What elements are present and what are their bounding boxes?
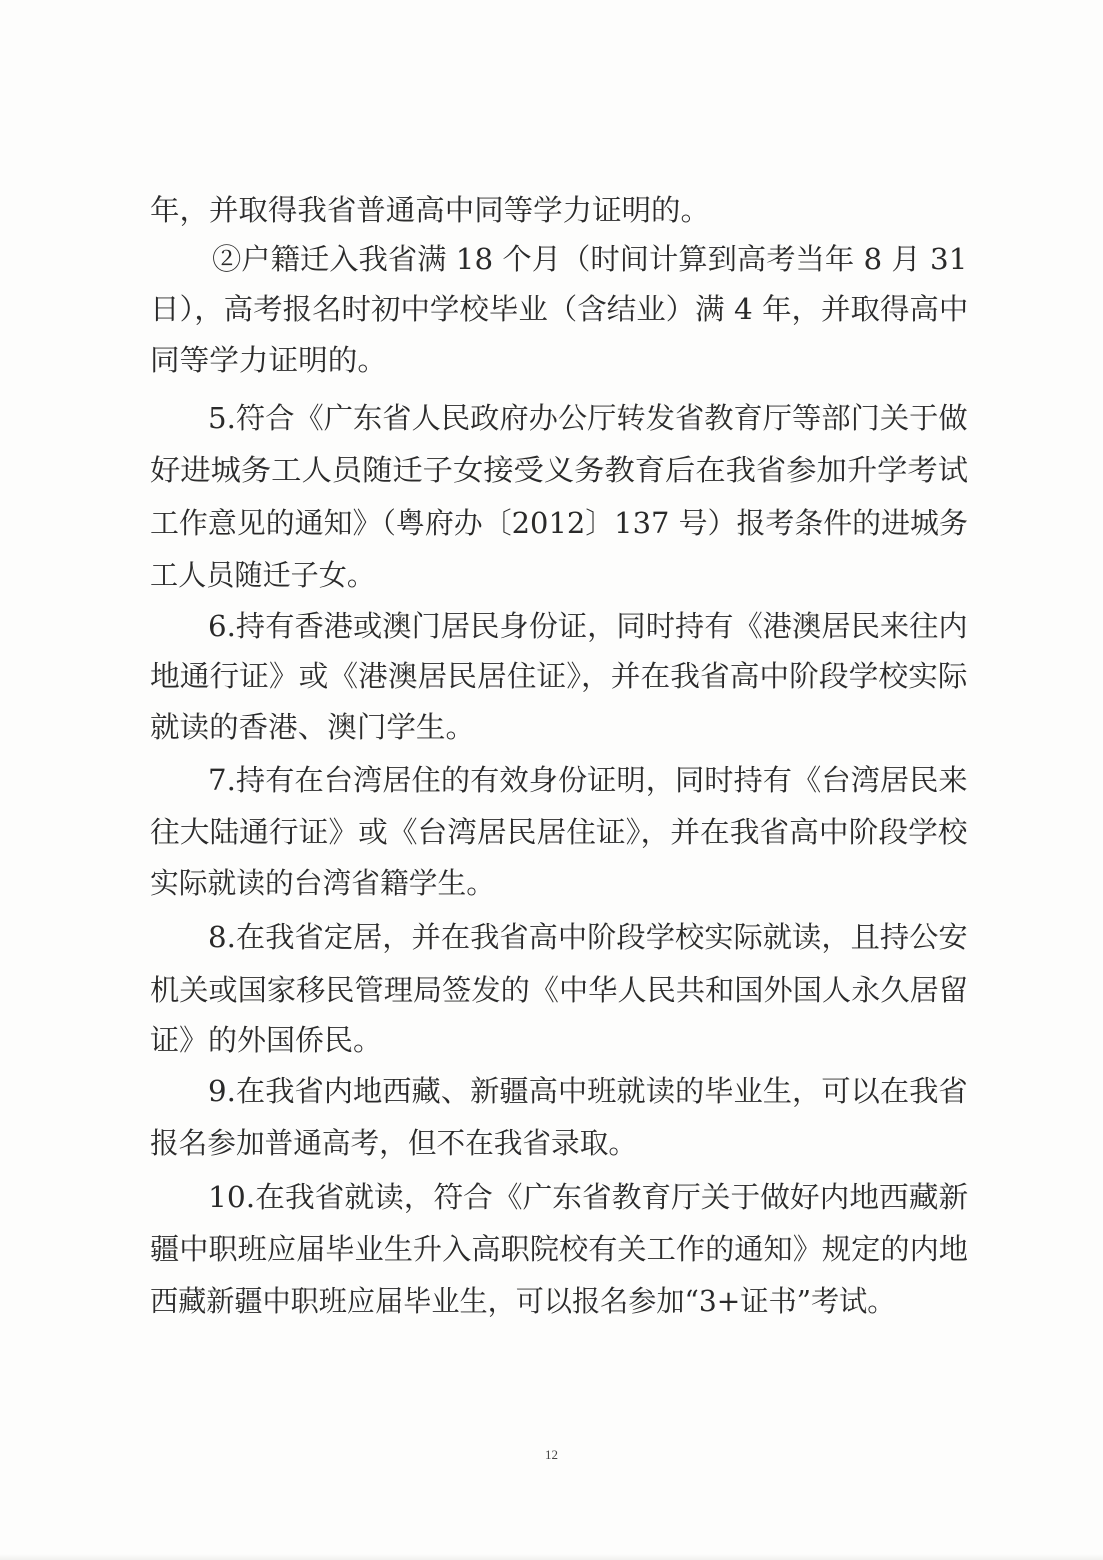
text-line: 西藏新疆中职班应届毕业生，可以报名参加“3+证书”考试。 (150, 1284, 896, 1318)
text-line: 就读的香港、澳门学生。 (150, 710, 476, 744)
text-line: 好进城务工人员随迁子女接受义务教育后在我省参加升学考试 (150, 453, 969, 487)
text-line: 地通行证》或《港澳居民居住证》，并在我省高中阶段学校实际 (150, 659, 968, 693)
text-line: 实际就读的台湾省籍学生。 (150, 866, 496, 900)
text-line: ②户籍迁入我省满 18 个月（时间计算到高考当年 8 月 31 (212, 242, 968, 276)
text-line: 往大陆通行证》或《台湾居民居住证》，并在我省高中阶段学校 (150, 815, 968, 849)
text-line: 同等学力证明的。 (150, 343, 388, 377)
text-line: 报名参加普通高考，但不在我省录取。 (150, 1126, 638, 1160)
text-line: 疆中职班应届毕业生升入高职院校有关工作的通知》规定的内地 (150, 1232, 969, 1266)
text-line: 日），高考报名时初中学校毕业（含结业）满 4 年，并取得高中 (150, 292, 969, 326)
text-line: 8.在我省定居，并在我省高中阶段学校实际就读，且持公安 (208, 920, 968, 954)
text-line: 证》的外国侨民。 (150, 1023, 383, 1057)
text-line: 9.在我省内地西藏、新疆高中班就读的毕业生，可以在我省 (208, 1074, 968, 1108)
text-line: 年，并取得我省普通高中同等学力证明的。 (150, 193, 710, 227)
text-line: 工人员随迁子女。 (150, 558, 376, 592)
scan-edge (0, 1554, 1103, 1560)
page-number: 12 (545, 1447, 558, 1462)
text-line: 7.持有在台湾居住的有效身份证明，同时持有《台湾居民来 (208, 763, 968, 797)
text-line: 6.持有香港或澳门居民身份证，同时持有《港澳居民来往内 (208, 609, 968, 643)
text-line: 工作意见的通知》（粤府办〔2012〕137 号）报考条件的进城务 (150, 506, 968, 540)
text-line: 机关或国家移民管理局签发的《中华人民共和国外国人永久居留 (150, 973, 969, 1007)
text-line: 10.在我省就读，符合《广东省教育厅关于做好内地西藏新 (208, 1180, 969, 1214)
text-line: 5.符合《广东省人民政府办公厅转发省教育厅等部门关于做 (208, 401, 968, 435)
